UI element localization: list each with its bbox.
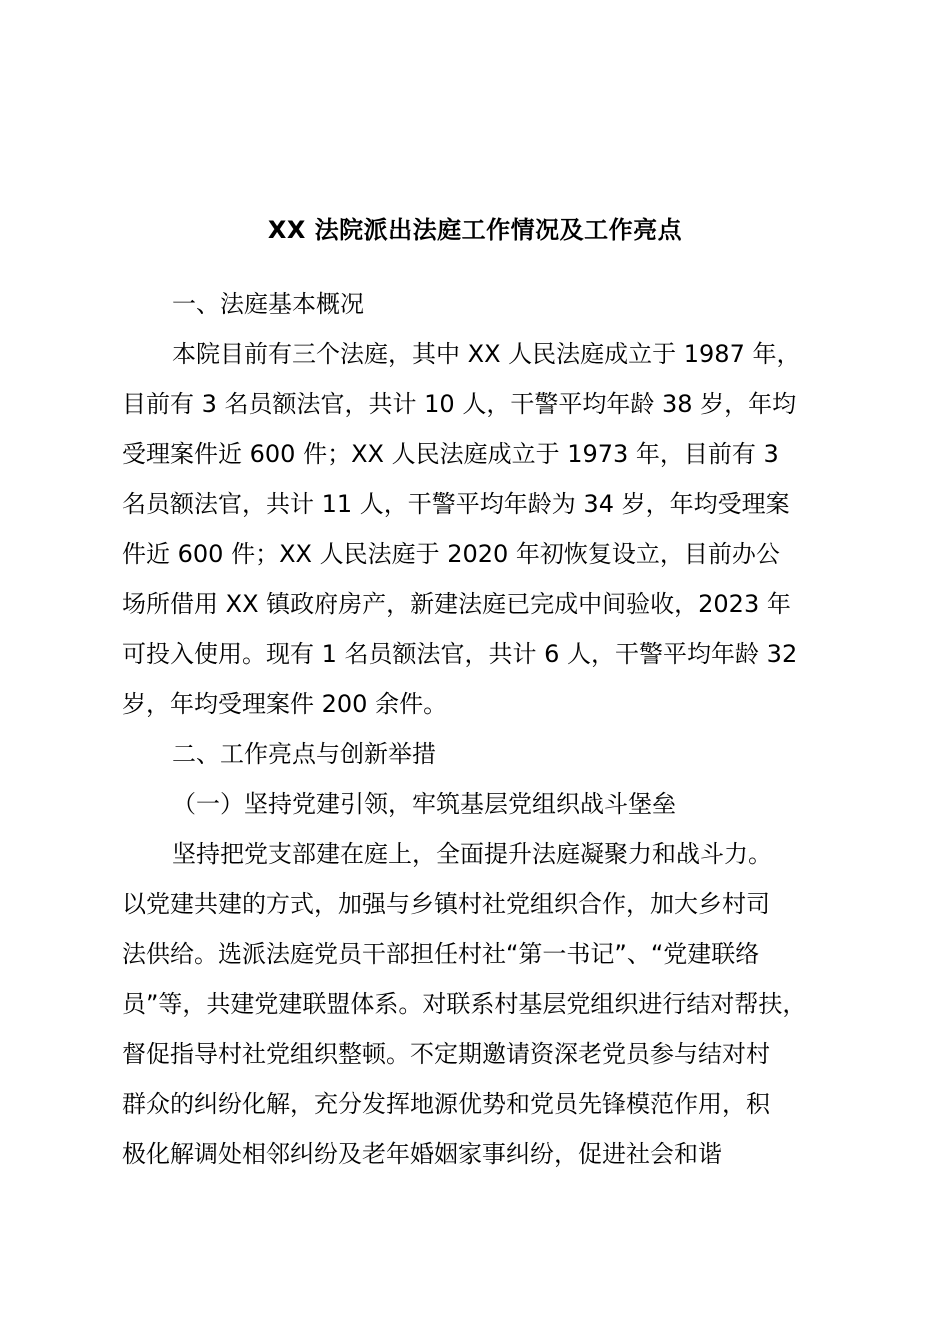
- paragraph-line: 件近 600 件；XX 人民法庭于 2020 年初恢复设立，目前办公: [122, 540, 780, 568]
- paragraph-line: 以党建共建的方式，加强与乡镇村社党组织合作，加大乡村司: [122, 890, 770, 918]
- section-heading-1: 一、法庭基本概况: [172, 290, 364, 318]
- paragraph-line: 目前有 3 名员额法官，共计 10 人，干警平均年龄 38 岁，年均: [122, 390, 797, 418]
- paragraph-line: 坚持把党支部建在庭上，全面提升法庭凝聚力和战斗力。: [172, 840, 772, 868]
- paragraph-line: 法供给。选派法庭党员干部担任村社“第一书记”、“党建联络: [122, 940, 760, 968]
- section-heading-2: 二、工作亮点与创新举措: [172, 740, 436, 768]
- paragraph-line: 极化解调处相邻纠纷及老年婚姻家事纠纷，促进社会和谐: [122, 1140, 722, 1168]
- paragraph-line: 员”等，共建党建联盟体系。对联系村基层党组织进行结对帮扶，: [122, 990, 807, 1018]
- paragraph-line: 受理案件近 600 件；XX 人民法庭成立于 1973 年，目前有 3: [122, 440, 779, 468]
- paragraph-line: 可投入使用。现有 1 名员额法官，共计 6 人，干警平均年龄 32: [122, 640, 798, 668]
- paragraph-line: 名员额法官，共计 11 人，干警平均年龄为 34 岁，年均受理案: [122, 490, 790, 518]
- paragraph-line: 岁，年均受理案件 200 余件。: [122, 690, 448, 718]
- paragraph-line: 群众的纠纷化解，充分发挥地源优势和党员先锋模范作用，积: [122, 1090, 770, 1118]
- paragraph-line: 本院目前有三个法庭，其中 XX 人民法庭成立于 1987 年，: [172, 340, 801, 368]
- paragraph-line: 场所借用 XX 镇政府房产，新建法庭已完成中间验收，2023 年: [122, 590, 791, 618]
- document-title: XX 法院派出法庭工作情况及工作亮点: [267, 216, 683, 244]
- subsection-heading-1: （一）坚持党建引领，牢筑基层党组织战斗堡垒: [172, 790, 676, 818]
- paragraph-line: 督促指导村社党组织整顿。不定期邀请资深老党员参与结对村: [122, 1040, 770, 1068]
